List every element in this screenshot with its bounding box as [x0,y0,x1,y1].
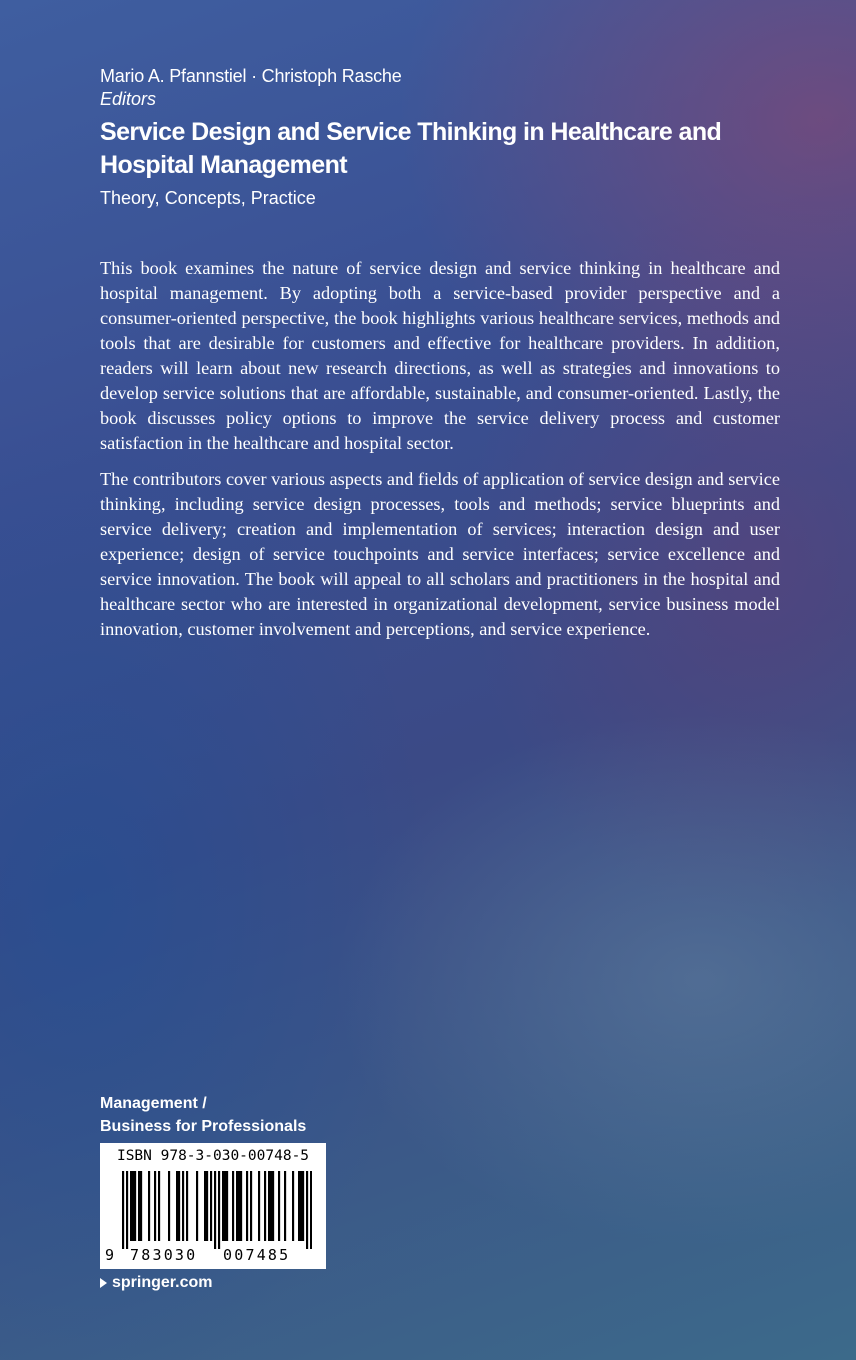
barcode-bar [122,1171,124,1249]
barcode-bar [178,1171,180,1241]
barcode-bar [224,1171,226,1241]
barcode-bar [264,1171,266,1241]
book-subtitle: Theory, Concepts, Practice [100,188,316,208]
description-paragraph-1: This book examines the nature of service design and service thinking in healthcare and hospital management. By adopting both a service-based provider perspective and a consumer-oriented perspective, the book highlights various healthcare services, methods and tools that are desirable for customers and effective for healthcare providers. In addition, readers will learn about new research directions, as well as strategies and innovations to develop service solutions that are affordable, sustainable, and consumer-oriented. Lastly, the book discusses policy options to improve the service delivery process and customer satisfaction in the healthcare and hospital sector. [100,258,780,453]
barcode-bars [122,1171,312,1249]
book-description [100,256,780,653]
barcode-bar [148,1171,150,1241]
barcode-bar [246,1171,248,1241]
barcode-bar [140,1171,142,1241]
category-line-2: Business for Professionals [100,1118,307,1135]
editors-label: Editors [100,89,157,109]
barcode-bar [270,1171,272,1241]
isbn-label: ISBN 978-3-030-00748-5 [116,1148,310,1164]
barcode-bar [176,1171,178,1241]
publisher-website: springer.com [112,1274,213,1291]
cover-header [100,64,800,210]
barcode-bar [182,1171,184,1241]
barcode-bar [206,1171,208,1241]
barcode-bar [134,1171,136,1241]
barcode-bar [158,1171,160,1241]
barcode-bar [126,1171,128,1249]
barcode-bar [300,1171,302,1241]
description-paragraph-2: The contributors cover various aspects and fields of application of service design and service thinking, including service design processes, tools and methods; service blueprints and service delivery; creation and implementation of services; interaction design and user experience; design of service touchpoints and service interfaces; service excellence and service innovation. The book will appeal to all scholars and practitioners in the hospital and healthcare sector who are interested in organizational development, service business model innovation, customer involvement and perceptions, and service experience. [100,469,780,639]
barcode-bar [240,1171,242,1241]
ean-first-digit: 9 [105,1246,115,1264]
ean-digits [100,1245,326,1265]
barcode-bar [186,1171,188,1241]
barcode-bar [268,1171,270,1241]
barcode-bar [168,1171,170,1241]
ean-left-group: 783030 [130,1246,198,1264]
barcode-bar [278,1171,280,1241]
barcode-bar [154,1171,156,1241]
isbn-barcode [100,1143,326,1269]
book-title-line-2: Hospital Management [100,151,347,179]
barcode-bar [138,1171,140,1241]
barcode-bar [210,1171,212,1241]
barcode-bar [222,1171,224,1241]
barcode-bar [232,1171,234,1241]
barcode-bar [130,1171,132,1241]
barcode-bar [226,1171,228,1241]
barcode-bar [238,1171,240,1241]
barcode-bar [236,1171,238,1241]
barcode-bar [298,1171,300,1241]
barcode-bar [132,1171,134,1241]
barcode-bar [310,1171,312,1249]
book-title [100,116,800,182]
barcode-bar [306,1171,308,1249]
editor-names: Mario A. Pfannstiel · Christoph Rasche [100,66,402,86]
barcode-bar [218,1171,220,1249]
publisher-link[interactable] [100,1272,212,1294]
barcode-bar [250,1171,252,1241]
barcode-bar [292,1171,294,1241]
subject-category [100,1092,306,1138]
ean-right-group: 007485 [223,1246,291,1264]
barcode-bar [284,1171,286,1241]
barcode-bar [214,1171,216,1249]
arrow-right-icon [100,1278,107,1288]
book-title-line-1: Service Design and Service Thinking in Healthcare and [100,118,722,146]
category-line-1: Management / [100,1095,207,1112]
barcode-bar [302,1171,304,1241]
barcode-bar [204,1171,206,1241]
barcode-bar [196,1171,198,1241]
barcode-bar [272,1171,274,1241]
barcode-bar [258,1171,260,1241]
